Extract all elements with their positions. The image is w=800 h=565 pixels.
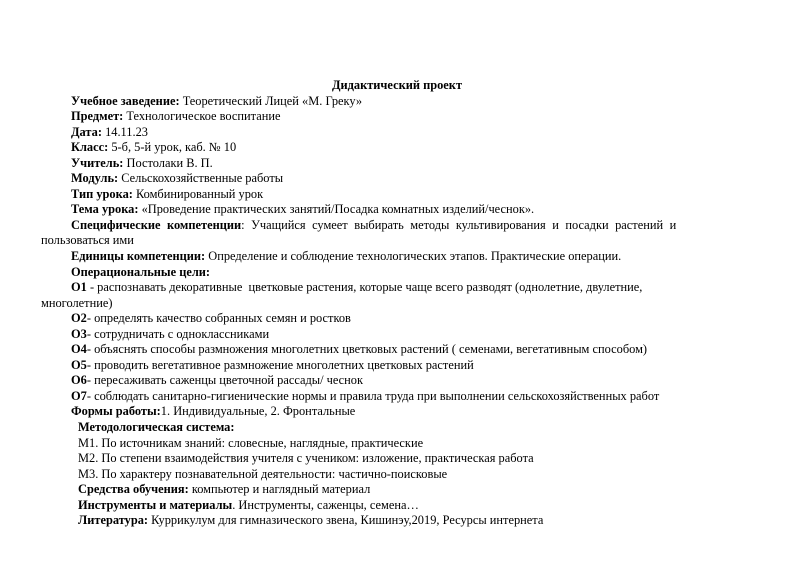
document-line <box>41 202 753 218</box>
text-run: М3. По характеру познавательной деятельности: частично-поисковые <box>78 466 448 481</box>
text-run: Теоретический Лицей «М. Греку» <box>179 93 363 108</box>
document-line <box>41 94 753 110</box>
document-line <box>41 451 753 467</box>
bold-label: Литература: <box>78 513 149 528</box>
bold-label: Учитель: <box>71 155 124 170</box>
document-line <box>41 342 753 358</box>
text-run: пользоваться ими <box>41 233 134 248</box>
document-line <box>41 156 753 172</box>
bold-label: Методологическая система: <box>78 420 235 435</box>
bold-label: Класс: <box>71 140 109 155</box>
document-line <box>41 109 753 125</box>
document-line <box>41 498 753 514</box>
bold-label: Дата: <box>71 124 102 139</box>
bold-label: Предмет: <box>71 109 124 124</box>
document-line <box>41 404 753 420</box>
text-run: 1. Индивидуальные, 2. Фронтальные <box>160 404 356 419</box>
document-line <box>41 265 753 281</box>
text-run: Постолаки В. П. <box>123 155 213 170</box>
document-line <box>41 187 753 203</box>
text-run: Куррикулум для гимназического звена, Кишинэу,2019, Ресурсы интернета <box>148 513 544 528</box>
bold-label: О2 <box>71 311 87 326</box>
document-line <box>41 482 753 498</box>
bold-label: О4 <box>71 342 87 357</box>
document-line <box>41 436 753 452</box>
text-run: Сельскохозяйственные работы <box>118 171 284 186</box>
document-line <box>41 420 753 436</box>
text-run: - соблюдать санитарно-гигиенические нормы и правила труда при выполнении сельскохозяйственных работ <box>86 388 660 403</box>
text-run: многолетние) <box>41 295 113 310</box>
document-lines <box>41 94 753 529</box>
document-line <box>41 280 753 296</box>
bold-label: О6 <box>71 373 87 388</box>
document-line <box>41 358 753 374</box>
bold-label: О7 <box>71 388 87 403</box>
text-run: - распознавать декоративные цветковые растения, которые чаще всего разводят (однолетние, двулетние, <box>86 280 643 295</box>
text-run: М1. По источникам знаний: словесные, наглядные, практические <box>78 435 424 450</box>
text-run: 5-б, 5-й урок, каб. № 10 <box>108 140 237 155</box>
text-run: - сотрудничать с одноклассниками <box>86 326 270 341</box>
document-title: Дидактический проект <box>331 78 463 92</box>
document-line <box>41 513 753 529</box>
bold-label: Учебное заведение: <box>71 93 180 108</box>
text-run: - объяснять способы размножения многолетних цветковых растений ( семенами, вегетативным способом) <box>86 342 648 357</box>
bold-label: О5 <box>71 357 87 372</box>
text-run: Комбинированный урок <box>132 186 264 201</box>
text-run: - пересаживать саженцы цветочной рассады/ чеснок <box>86 373 364 388</box>
bold-label: Средства обучения: <box>78 482 189 497</box>
bold-label: Тип урока: <box>71 186 133 201</box>
text-run: Определение и соблюдение технологических этапов. Практические операции. <box>205 249 622 264</box>
document-line <box>41 171 753 187</box>
document-line <box>41 125 753 141</box>
document-line <box>41 327 753 343</box>
document-body <box>41 78 753 529</box>
text-run: М2. По степени взаимодействия учителя с учеником: изложение, практическая работа <box>78 451 534 466</box>
text-run: Технологическое воспитание <box>123 109 281 124</box>
document-line <box>41 140 753 156</box>
bold-label: Тема урока: <box>71 202 139 217</box>
bold-label: О3 <box>71 326 87 341</box>
document-line <box>41 218 753 234</box>
bold-label: Специфические компетенции <box>71 217 242 232</box>
text-run: : Учащийся сумеет выбирать методы культивирования и посадки растений и <box>241 217 677 232</box>
text-run: . Инструменты, саженцы, семена… <box>232 497 419 512</box>
bold-label: О1 <box>71 280 87 295</box>
text-run: - определять качество собранных семян и ростков <box>86 311 351 326</box>
text-run: 14.11.23 <box>101 124 148 139</box>
text-run: компьютер и наглядный материал <box>188 482 371 497</box>
bold-label: Формы работы: <box>71 404 161 419</box>
document-line <box>41 233 753 249</box>
document-line <box>41 373 753 389</box>
document-line <box>41 296 753 312</box>
bold-label: Модуль: <box>71 171 119 186</box>
text-run: «Проведение практических занятий/Посадка комнатных изделий/чеснок». <box>138 202 535 217</box>
document-line <box>41 249 753 265</box>
text-run: - проводить вегетативное размножение многолетних цветковых растений <box>86 357 474 372</box>
bold-label: Операциональные цели: <box>71 264 211 279</box>
document-line <box>41 467 753 483</box>
bold-label: Инструменты и материалы <box>78 497 233 512</box>
document-line <box>41 311 753 327</box>
bold-label: Единицы компетенции: <box>71 249 206 264</box>
document-line <box>41 389 753 405</box>
